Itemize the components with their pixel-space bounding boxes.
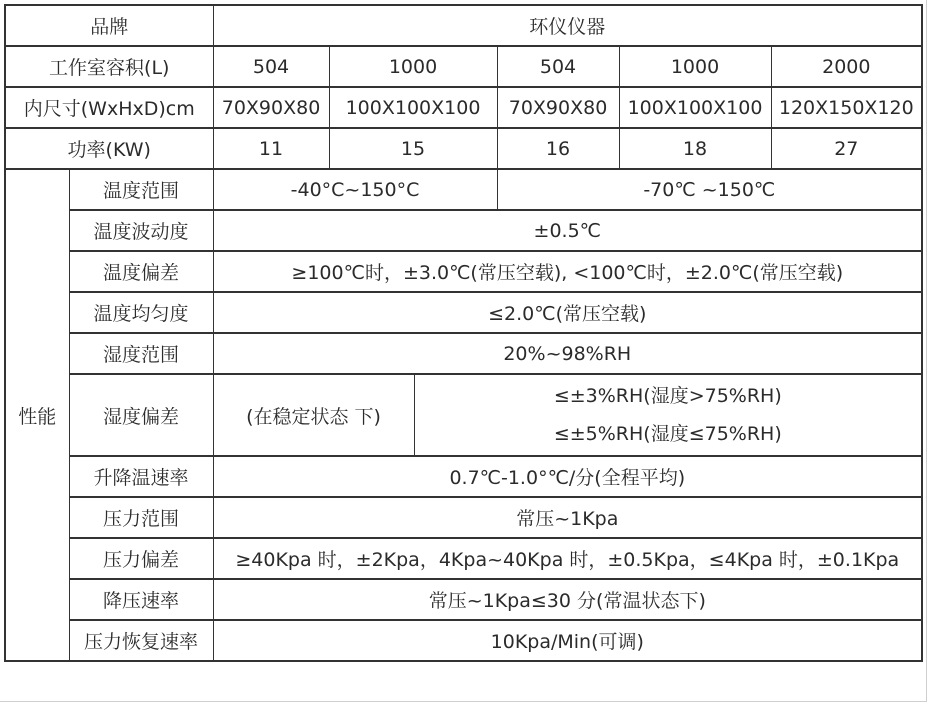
temp-fluctuation-row bbox=[5, 210, 922, 251]
humidity-deviation-row bbox=[5, 374, 922, 456]
power-label-cell: 功率(KW) bbox=[5, 128, 213, 169]
pressure-drop-rate-value-cell: 常压~1Kpa≤30 分(常温状态下) bbox=[213, 579, 922, 620]
brand-label-cell: 品牌 bbox=[5, 5, 213, 46]
volume-value-cell: 504 bbox=[213, 46, 329, 87]
dimensions-value-cell: 120X150X120 bbox=[771, 87, 922, 128]
volume-row bbox=[5, 46, 922, 87]
pressure-range-row bbox=[5, 497, 922, 538]
humidity-range-row bbox=[5, 333, 922, 374]
brand-row bbox=[5, 5, 922, 46]
volume-value-cell: 2000 bbox=[771, 46, 922, 87]
power-value-cell: 11 bbox=[213, 128, 329, 169]
dimensions-value-cell: 70X90X80 bbox=[213, 87, 329, 128]
dimensions-value-cell: 70X90X80 bbox=[497, 87, 619, 128]
dimensions-row bbox=[5, 87, 922, 128]
temp-range-right-cell: -70℃ ~150℃ bbox=[497, 169, 922, 210]
pressure-recovery-rate-label-cell: 压力恢复速率 bbox=[69, 620, 213, 661]
power-value-cell: 27 bbox=[771, 128, 922, 169]
power-value-cell: 16 bbox=[497, 128, 619, 169]
brand-value-cell: 环仪仪器 bbox=[213, 5, 922, 46]
temp-deviation-value-cell: ≥100℃时，±3.0℃(常压空载), <100℃时，±2.0℃(常压空载) bbox=[213, 251, 922, 292]
humidity-range-label-cell: 湿度范围 bbox=[69, 333, 213, 374]
temp-fluctuation-value-cell: ±0.5℃ bbox=[213, 210, 922, 251]
pressure-drop-rate-label-cell: 降压速率 bbox=[69, 579, 213, 620]
volume-value-cell: 504 bbox=[497, 46, 619, 87]
volume-value-cell: 1000 bbox=[619, 46, 771, 87]
pressure-range-label-cell: 压力范围 bbox=[69, 497, 213, 538]
dimensions-label-cell: 内尺寸(WxHxD)cm bbox=[5, 87, 213, 128]
temp-range-row bbox=[5, 169, 922, 210]
humidity-deviation-label-cell: 湿度偏差 bbox=[69, 374, 213, 456]
dimensions-value-cell: 100X100X100 bbox=[619, 87, 771, 128]
ramp-rate-row bbox=[5, 456, 922, 497]
pressure-deviation-row bbox=[5, 538, 922, 579]
temp-range-label-cell: 温度范围 bbox=[69, 169, 213, 210]
humidity-deviation-value-cell bbox=[414, 374, 922, 456]
ramp-rate-label-cell: 升降温速率 bbox=[69, 456, 213, 497]
humidity-range-value-cell: 20%~98%RH bbox=[213, 333, 922, 374]
performance-group-cell: 性能 bbox=[5, 169, 69, 661]
temp-uniformity-label-cell: 温度均匀度 bbox=[69, 292, 213, 333]
volume-label-cell: 工作室容积(L) bbox=[5, 46, 213, 87]
pressure-drop-rate-row bbox=[5, 579, 922, 620]
dimensions-value-cell: 100X100X100 bbox=[329, 87, 497, 128]
pressure-deviation-value-cell: ≥40Kpa 时，±2Kpa，4Kpa~40Kpa 时，±0.5Kpa，≤4Kpa 时，±0.1Kpa bbox=[213, 538, 922, 579]
power-row bbox=[5, 128, 922, 169]
temp-range-left-cell: -40°C~150°C bbox=[213, 169, 497, 210]
power-value-cell: 18 bbox=[619, 128, 771, 169]
pressure-range-value-cell: 常压~1Kpa bbox=[213, 497, 922, 538]
humidity-deviation-condition-cell: (在稳定状态 下) bbox=[213, 374, 414, 456]
volume-value-cell: 1000 bbox=[329, 46, 497, 87]
temp-deviation-row bbox=[5, 251, 922, 292]
power-value-cell: 15 bbox=[329, 128, 497, 169]
ramp-rate-value-cell: 0.7℃-1.0°℃/分(全程平均) bbox=[213, 456, 922, 497]
temp-fluctuation-label-cell: 温度波动度 bbox=[69, 210, 213, 251]
humidity-deviation-line2: ≤±5%RH(湿度≤75%RH) bbox=[553, 423, 782, 445]
product-spec-table bbox=[4, 4, 923, 662]
temp-uniformity-value-cell: ≤2.0℃(常压空载) bbox=[213, 292, 922, 333]
humidity-deviation-line1: ≤±3%RH(湿度>75%RH) bbox=[553, 385, 782, 407]
pressure-recovery-rate-row bbox=[5, 620, 922, 661]
temp-uniformity-row bbox=[5, 292, 922, 333]
pressure-recovery-rate-value-cell: 10Kpa/Min(可调) bbox=[213, 620, 922, 661]
temp-deviation-label-cell: 温度偏差 bbox=[69, 251, 213, 292]
pressure-deviation-label-cell: 压力偏差 bbox=[69, 538, 213, 579]
